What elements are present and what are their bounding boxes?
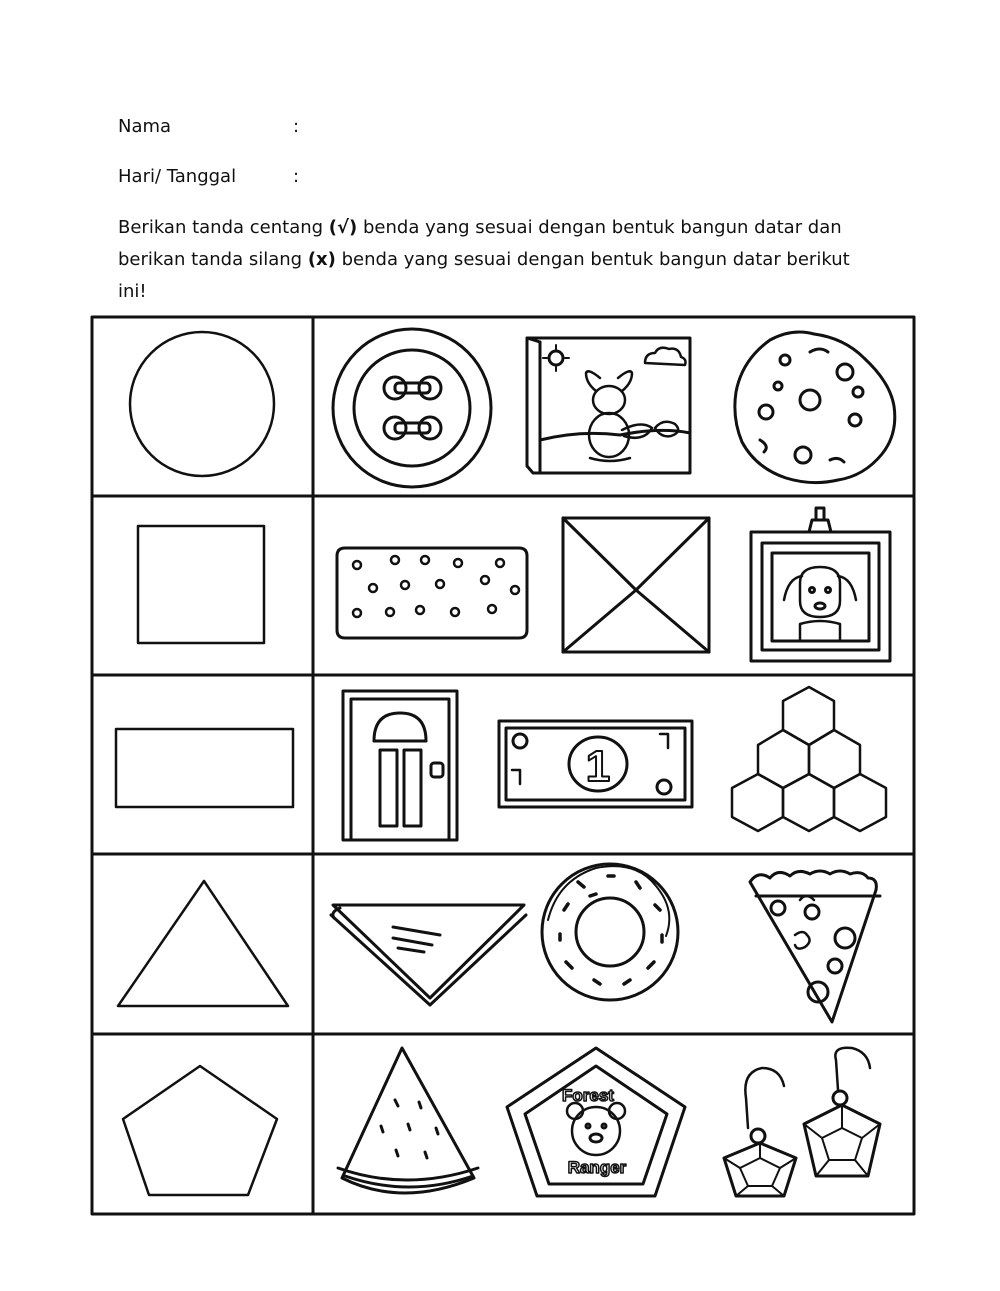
- instruction-part1: Berikan tanda centang: [118, 217, 329, 238]
- door-icon: [343, 691, 457, 840]
- date-colon: :: [293, 166, 300, 187]
- instruction-part3: benda yang sesuai dengan bentuk bangun datar berikut ini!: [118, 249, 850, 302]
- rectangle-shape: [116, 729, 293, 807]
- triangle-shape: [118, 881, 288, 1006]
- button-icon: [333, 329, 491, 487]
- donut-icon: [542, 864, 678, 1000]
- watermelon-slice-icon: [338, 1048, 478, 1193]
- earrings-icon: [724, 1048, 880, 1196]
- table-grid: [92, 317, 914, 1214]
- date-label: Hari/ Tanggal: [118, 166, 237, 187]
- cracker-icon: [337, 548, 527, 638]
- honeycomb-icon: [732, 687, 886, 831]
- square-shape: [138, 526, 264, 643]
- name-colon: :: [293, 116, 300, 137]
- instruction-part2: benda yang sesuai dengan bentuk bangun datar dan berikan tanda silang: [118, 217, 842, 270]
- forest-ranger-badge-icon: [507, 1048, 685, 1196]
- name-label: Nama: [118, 116, 172, 137]
- cross-mark-symbol: (x): [307, 249, 336, 270]
- dollar-bill-icon: [499, 721, 692, 807]
- envelope-icon: [563, 518, 709, 652]
- check-mark-symbol: (√): [328, 217, 358, 238]
- sandwich-icon: [331, 905, 526, 1005]
- bill-denomination: 1: [585, 742, 611, 791]
- pizza-slice-icon: [750, 871, 880, 1022]
- badge-line1: Forest: [562, 1086, 614, 1105]
- circle-shape: [130, 332, 274, 476]
- picture-book-icon: [527, 338, 690, 473]
- picture-frame-icon: [751, 508, 890, 661]
- cookie-icon: [735, 332, 895, 483]
- badge-line2: Ranger: [567, 1158, 627, 1177]
- pentagon-shape: [123, 1066, 277, 1195]
